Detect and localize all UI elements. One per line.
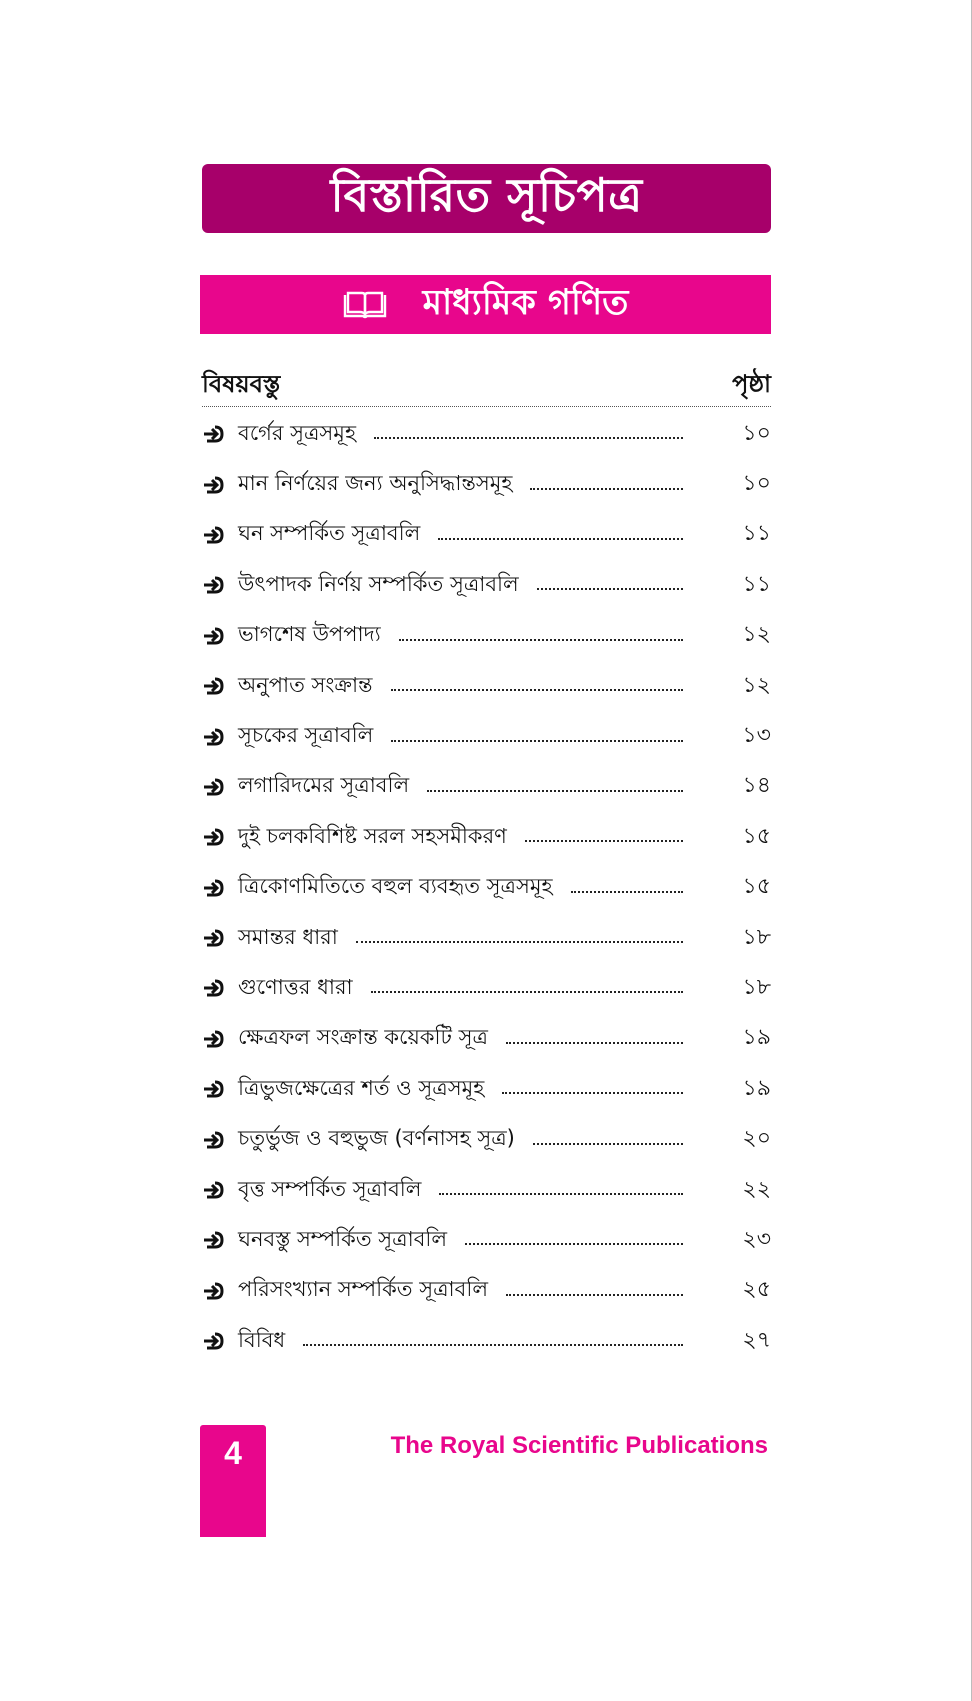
toc-entry-title: সমান্তর ধারা — [238, 924, 338, 949]
arrow-bullet-icon — [202, 1080, 224, 1098]
dot-leader — [391, 740, 683, 742]
dot-leader — [525, 840, 683, 842]
toc-entry-page: ১৪ — [742, 773, 771, 799]
toc-entry-page: ১০ — [742, 420, 771, 446]
toc-entry[interactable] — [202, 913, 771, 963]
dot-leader — [502, 1092, 683, 1094]
toc-entry-title: ঘনবস্তু সম্পর্কিত সূত্রাবলি — [238, 1226, 448, 1251]
toc-entry[interactable] — [202, 1165, 771, 1215]
toc-entry-page: ১২ — [742, 672, 771, 698]
toc-entry-page: ১৮ — [742, 924, 771, 950]
toc-entry-title: সূচকের সূত্রাবলি — [238, 723, 374, 748]
arrow-bullet-icon — [202, 627, 224, 645]
toc-entry-title: ভাগশেষ উপপাদ্য — [238, 622, 381, 647]
toc-entry-title: উৎপাদক নির্ণয় সম্পর্কিত সূত্রাবলি — [238, 571, 519, 596]
toc-entry-page: ১৫ — [742, 823, 771, 849]
toc-entry-title: চতুর্ভুজ ও বহুভুজ (বর্ণনাসহ সূত্র) — [238, 1126, 515, 1151]
dot-leader — [356, 941, 683, 943]
arrow-bullet-icon — [202, 1181, 224, 1199]
toc-entry[interactable] — [202, 560, 771, 610]
toc-entry-title: ত্রিভুজক্ষেত্রের শর্ত ও সূত্রসমূহ — [238, 1075, 485, 1100]
toc-entry-page: ১১ — [742, 521, 771, 547]
arrow-bullet-icon — [202, 1231, 224, 1249]
arrow-bullet-icon — [202, 425, 224, 443]
content-column-label: বিষয়বস্তু — [202, 370, 281, 398]
toc-list — [202, 409, 771, 1366]
toc-entry[interactable] — [202, 510, 771, 560]
toc-entry-page: ১৯ — [742, 1075, 771, 1101]
toc-entry-title: মান নির্ণয়ের জন্য অনুসিদ্ধান্তসমূহ — [238, 471, 513, 496]
toc-entry-title: দুই চলকবিশিষ্ট সরল সহসমীকরণ — [238, 823, 507, 848]
open-book-icon — [343, 291, 387, 319]
toc-entry[interactable] — [202, 611, 771, 661]
toc-entry[interactable] — [202, 963, 771, 1013]
toc-entry-title: ক্ষেত্রফল সংক্রান্ত কয়েকটি সূত্র — [238, 1025, 488, 1050]
toc-entry[interactable] — [202, 863, 771, 913]
dot-leader — [506, 1042, 683, 1044]
arrow-bullet-icon — [202, 576, 224, 594]
toc-entry[interactable] — [202, 1014, 771, 1064]
toc-entry-page: ১২ — [742, 622, 771, 648]
toc-entry-page: ২৩ — [742, 1226, 771, 1252]
arrow-bullet-icon — [202, 728, 224, 746]
dot-leader — [571, 891, 683, 893]
arrow-bullet-icon — [202, 929, 224, 947]
toc-entry-page: ১৮ — [742, 974, 771, 1000]
dot-leader — [533, 1143, 683, 1145]
dot-leader — [371, 991, 683, 993]
page-title: বিস্তারিত সূচিপত্র — [202, 164, 771, 233]
arrow-bullet-icon — [202, 879, 224, 897]
toc-entry-page: ১০ — [742, 471, 771, 497]
toc-entry[interactable] — [202, 1316, 771, 1366]
publisher-name: The Royal Scientific Publications — [390, 1432, 768, 1459]
toc-entry[interactable] — [202, 762, 771, 812]
toc-entry-title: বিবিধ — [238, 1327, 286, 1352]
toc-entry-title: বৃত্ত সম্পর্কিত সূত্রাবলি — [238, 1176, 422, 1201]
dot-leader — [439, 1193, 683, 1195]
toc-entry-page: ১১ — [742, 571, 771, 597]
toc-entry-page: ১৯ — [742, 1025, 771, 1051]
dot-leader — [303, 1344, 683, 1346]
arrow-bullet-icon — [202, 476, 224, 494]
toc-entry[interactable] — [202, 1266, 771, 1316]
page-column-label: পৃষ্ঠা — [732, 370, 771, 398]
toc-entry-title: গুণোত্তর ধারা — [238, 974, 353, 999]
toc-entry[interactable] — [202, 459, 771, 509]
toc-entry-title: অনুপাত সংক্রান্ত — [238, 672, 373, 697]
dot-leader — [438, 538, 683, 540]
page-number: 4 — [224, 1435, 242, 1471]
arrow-bullet-icon — [202, 1332, 224, 1350]
arrow-bullet-icon — [202, 979, 224, 997]
arrow-bullet-icon — [202, 1030, 224, 1048]
toc-entry-title: ঘন সম্পর্কিত সূত্রাবলি — [238, 521, 421, 546]
toc-entry-page: ১৫ — [742, 874, 771, 900]
arrow-bullet-icon — [202, 1282, 224, 1300]
toc-entry[interactable] — [202, 1114, 771, 1164]
subject-label: মাধ্যমিক গণিত — [422, 283, 629, 323]
toc-entry[interactable] — [202, 409, 771, 459]
arrow-bullet-icon — [202, 1131, 224, 1149]
arrow-bullet-icon — [202, 526, 224, 544]
dot-leader — [530, 488, 683, 490]
arrow-bullet-icon — [202, 828, 224, 846]
dot-leader — [537, 588, 683, 590]
toc-entry[interactable] — [202, 711, 771, 761]
toc-entry-title: ত্রিকোণমিতিতে বহুল ব্যবহৃত সূত্রসমূহ — [238, 874, 553, 899]
page-number-tab — [200, 1425, 266, 1537]
toc-entry-title: বর্গের সূত্রসমূহ — [238, 420, 356, 445]
toc-entry[interactable] — [202, 1215, 771, 1265]
dot-leader — [427, 790, 683, 792]
toc-entry[interactable] — [202, 812, 771, 862]
toc-entry-page: ২০ — [742, 1126, 771, 1152]
dot-leader — [374, 437, 683, 439]
dot-leader — [399, 639, 683, 641]
dot-leader — [506, 1294, 683, 1296]
dot-leader — [391, 689, 683, 691]
arrow-bullet-icon — [202, 677, 224, 695]
toc-entry-page: ২২ — [742, 1176, 771, 1202]
arrow-bullet-icon — [202, 778, 224, 796]
toc-entry-page: ২৭ — [742, 1327, 771, 1353]
toc-entry-page: ১৩ — [742, 723, 771, 749]
toc-entry-title: লগারিদমের সূত্রাবলি — [238, 773, 410, 798]
subject-banner — [200, 275, 771, 334]
dot-leader — [465, 1243, 683, 1245]
toc-entry-title: পরিসংখ্যান সম্পর্কিত সূত্রাবলি — [238, 1277, 488, 1302]
toc-header — [202, 366, 771, 407]
toc-entry[interactable] — [202, 661, 771, 711]
toc-entry-page: ২৫ — [742, 1277, 771, 1303]
toc-entry[interactable] — [202, 1064, 771, 1114]
